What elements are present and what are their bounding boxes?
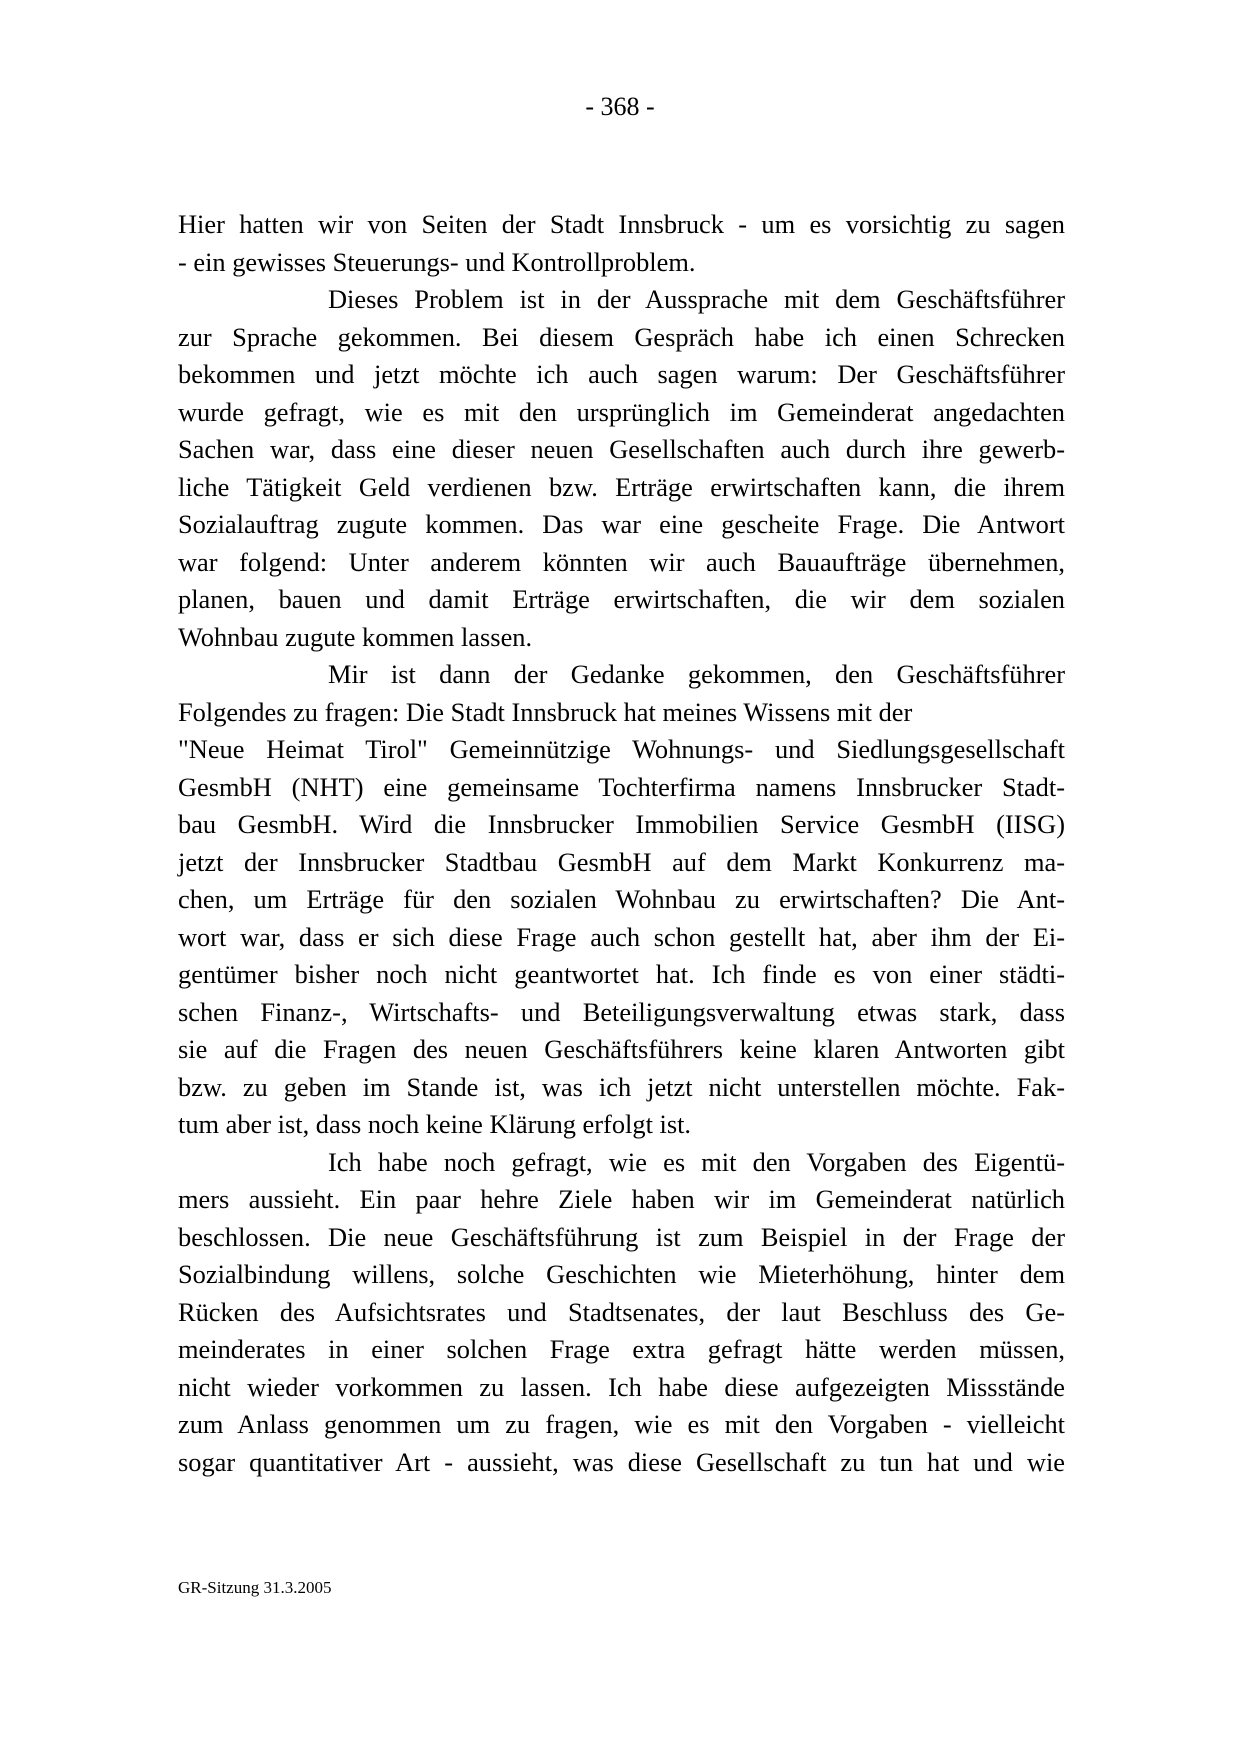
text-line: gentümer bisher noch nicht geantwortet hat. Ich finde es von einer städti- xyxy=(178,959,1065,989)
text-line: GesmbH (NHT) eine gemeinsame Tochterfirma namens Innsbrucker Stadt- xyxy=(178,771,1065,802)
text-line: Rücken des Aufsichtsrates und Stadtsenates, der laut Beschluss des Ge- xyxy=(178,1296,1065,1327)
text-line: bau GesmbH. Wird die Innsbrucker Immobilien Service GesmbH (IISG) xyxy=(178,809,1065,839)
text-line: Sozialauftrag zugute kommen. Das war eine gescheite Frage. Die Antwort xyxy=(178,509,1065,539)
body-text xyxy=(178,206,1065,1481)
text-line: zum Anlass genommen um zu fragen, wie es mit den Vorgaben - vielleicht xyxy=(178,1409,1065,1439)
text-line: planen, bauen und damit Erträge erwirtschaften, die wir dem sozialen xyxy=(178,584,1065,614)
text-line: bzw. zu geben im Stande ist, was ich jetzt nicht unterstellen möchte. Fak- xyxy=(178,1071,1065,1102)
text-line: zur Sprache gekommen. Bei diesem Gespräch habe ich einen Schrecken xyxy=(178,321,1065,352)
text-line: chen, um Erträge für den sozialen Wohnbau zu erwirtschaften? Die Ant- xyxy=(178,884,1065,914)
text-line: schen Finanz-, Wirtschafts- und Beteiligungsverwaltung etwas stark, dass xyxy=(178,996,1065,1027)
footer-session-date: GR-Sitzung 31.3.2005 xyxy=(178,1578,332,1597)
text-line: Dieses Problem ist in der Aussprache mit dem Geschäftsführer xyxy=(328,284,1065,314)
text-line: Folgendes zu fragen: Die Stadt Innsbruck hat meines Wissens mit der xyxy=(178,696,913,727)
text-line: beschlossen. Die neue Geschäftsführung ist zum Beispiel in der Frage der xyxy=(178,1221,1065,1252)
text-line: Sachen war, dass eine dieser neuen Gesellschaften auch durch ihre gewerb- xyxy=(178,434,1065,464)
text-line: wort war, dass er sich diese Frage auch schon gestellt hat, aber ihm der Ei- xyxy=(178,921,1065,952)
text-line: sogar quantitativer Art - aussieht, was diese Gesellschaft zu tun hat und wie xyxy=(178,1446,1065,1477)
text-line: Wohnbau zugute kommen lassen. xyxy=(178,621,533,652)
text-line: nicht wieder vorkommen zu lassen. Ich habe diese aufgezeigten Missstände xyxy=(178,1371,1065,1402)
text-line: Hier hatten wir von Seiten der Stadt Innsbruck - um es vorsichtig zu sagen xyxy=(178,209,1065,239)
text-line: sie auf die Fragen des neuen Geschäftsführers keine klaren Antworten gibt xyxy=(178,1034,1065,1064)
text-line: liche Tätigkeit Geld verdienen bzw. Erträge erwirtschaften kann, die ihrem xyxy=(178,471,1065,502)
text-line: meinderates in einer solchen Frage extra gefragt hätte werden müssen, xyxy=(178,1334,1065,1364)
text-line: "Neue Heimat Tirol" Gemeinnützige Wohnungs- und Siedlungsgesellschaft xyxy=(178,734,1065,764)
text-line: Ich habe noch gefragt, wie es mit den Vorgaben des Eigentü- xyxy=(328,1146,1065,1177)
text-line: jetzt der Innsbrucker Stadtbau GesmbH auf dem Markt Konkurrenz ma- xyxy=(178,846,1065,877)
text-line: tum aber ist, dass noch keine Klärung erfolgt ist. xyxy=(178,1109,692,1139)
text-line: - ein gewisses Steuerungs- und Kontrollproblem. xyxy=(178,246,696,277)
text-line: Mir ist dann der Gedanke gekommen, den Geschäftsführer xyxy=(328,659,1065,689)
text-line: war folgend: Unter anderem könnten wir auch Bauaufträge übernehmen, xyxy=(178,546,1065,577)
text-line: wurde gefragt, wie es mit den ursprünglich im Gemeinderat angedachten xyxy=(178,396,1065,427)
page-number: - 368 - xyxy=(585,92,655,121)
text-line: bekommen und jetzt möchte ich auch sagen warum: Der Geschäftsführer xyxy=(178,359,1065,389)
text-line: mers aussieht. Ein paar hehre Ziele haben wir im Gemeinderat natürlich xyxy=(178,1184,1065,1214)
text-line: Sozialbindung willens, solche Geschichten wie Mieterhöhung, hinter dem xyxy=(178,1259,1065,1289)
